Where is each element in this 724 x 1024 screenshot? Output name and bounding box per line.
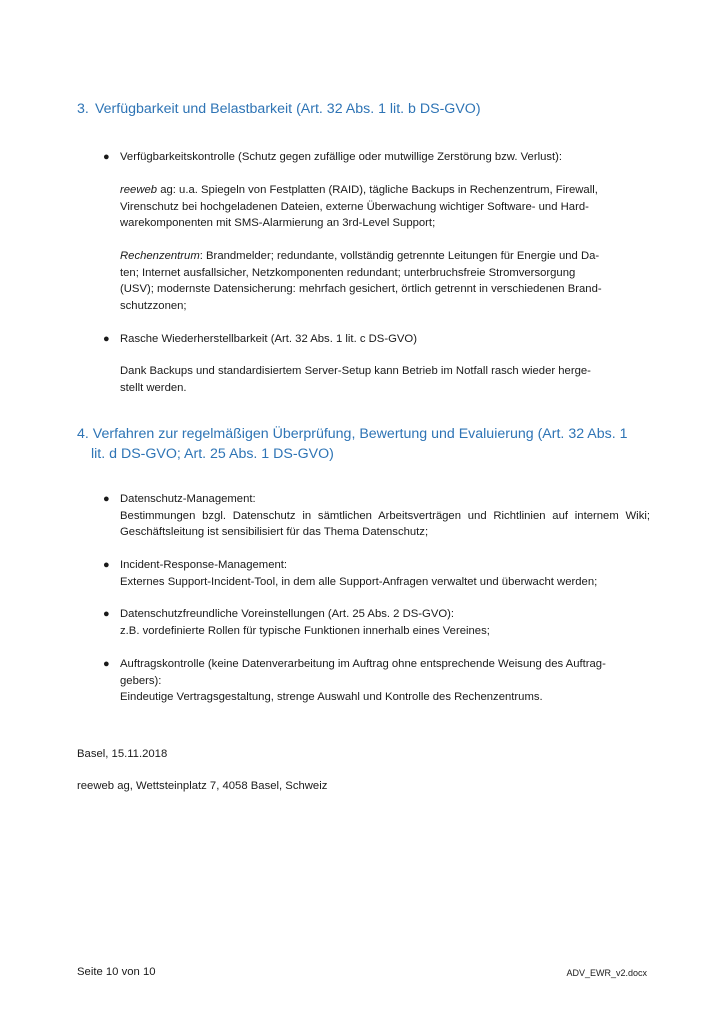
recovery-line-2: stellt werden. — [120, 381, 187, 394]
bullet-text: Bestimmungen bzgl. Datenschutz in sämtlichen Arbeitsverträgen und Richtlinien auf internem Wiki; Geschäftsleitung ist sensibilisiert für das Thema Datenschutz; — [120, 509, 650, 538]
datacenter-measures-line-3: (USV); modernste Datensicherung: mehrfach gesichert, örtlich getrennt in verschiedenen Brand- — [120, 283, 602, 295]
bullet-incident-response — [77, 557, 652, 590]
bullet-text: Externes Support-Incident-Tool, in dem alle Support-Anfragen verwaltet und überwacht werden; — [120, 575, 598, 588]
bullet-rapid-recovery — [77, 331, 652, 348]
datacenter-measures-line-4: schutzzonen; — [120, 299, 187, 312]
bullet-label: Rasche Wiederherstellbarkeit (Art. 32 Abs. 1 lit. c DS-GVO) — [120, 333, 417, 345]
bullet-order-control — [77, 656, 652, 706]
company-address: reeweb ag, Wettsteinplatz 7, 4058 Basel, Schweiz — [77, 780, 328, 792]
bullet-icon: ● — [103, 559, 110, 571]
bullet-label: Datenschutz-Management: — [120, 493, 256, 505]
reeweb-measures-line-1 — [120, 182, 650, 199]
datacenter-name: Rechenzentrum — [120, 250, 200, 262]
bullet-label: Datenschutzfreundliche Voreinstellungen (Art. 25 Abs. 2 DS-GVO): — [120, 608, 455, 620]
bullet-icon: ● — [103, 493, 110, 505]
page-number: Seite 10 von 10 — [77, 966, 156, 978]
bullet-label-line-1: Auftragskontrolle (keine Datenverarbeitung im Auftrag ohne entsprechende Weisung des Auftrag- — [120, 658, 606, 670]
bullet-body — [120, 606, 650, 639]
bullet-icon: ● — [103, 151, 110, 163]
section-4-title-line-1: 4. Verfahren zur regelmäßigen Überprüfung, Bewertung und Evaluierung (Art. 32 Abs. 1 — [77, 426, 628, 442]
reeweb-measures-line-2: Virenschutz bei hochgeladenen Dateien, externe Überwachung wichtiger Software- und Hard- — [120, 200, 589, 213]
datacenter-measures-text-1: : Brandmelder; redundante, vollständig getrennte Leitungen für Energie und Da- — [199, 250, 600, 262]
recovery-line-1: Dank Backups und standardisiertem Server-Setup kann Betrieb im Notfall rasch wieder herge- — [120, 365, 591, 377]
bullet-label: Verfügbarkeitskontrolle (Schutz gegen zufällige oder mutwillige Zerstörung bzw. Verlust): — [120, 151, 563, 163]
bullet-label-line-2: gebers): — [120, 674, 162, 687]
bullet-label: Incident-Response-Management: — [120, 559, 288, 571]
bullet-body — [120, 557, 650, 590]
section-3-number: 3. — [77, 101, 89, 117]
reeweb-name: reeweb — [120, 184, 158, 196]
bullet-privacy-defaults — [77, 606, 652, 639]
bullet-icon: ● — [103, 658, 110, 670]
bullet-body — [120, 491, 650, 541]
section-4-heading — [77, 424, 657, 464]
file-name: ADV_EWR_v2.docx — [566, 968, 647, 978]
place-date: Basel, 15.11.2018 — [77, 748, 168, 760]
datacenter-measures-paragraph — [120, 248, 650, 314]
section-3-title: Verfügbarkeit und Belastbarkeit (Art. 32 Abs. 1 lit. b DS-GVO) — [94, 101, 481, 117]
bullet-text: z.B. vordefinierte Rollen für typische Funktionen innerhalb eines Vereines; — [120, 624, 490, 637]
datacenter-measures-line-1 — [120, 248, 650, 265]
bullet-text: Eindeutige Vertragsgestaltung, strenge Auswahl und Kontrolle des Rechenzentrums. — [120, 691, 543, 703]
bullet-icon: ● — [103, 608, 110, 620]
section-3-heading — [77, 99, 657, 119]
reeweb-measures-text-1: ag: u.a. Spiegeln von Festplatten (RAID), tägliche Backups in Rechenzentrum, Firewall, — [157, 184, 598, 196]
recovery-paragraph — [120, 363, 650, 396]
reeweb-measures-line-3: warekomponenten mit SMS-Alarmierung an 3rd-Level Support; — [120, 217, 436, 229]
bullet-availability-control — [77, 149, 652, 166]
reeweb-measures-paragraph — [120, 182, 650, 232]
section-4-title-line-2: lit. d DS-GVO; Art. 25 Abs. 1 DS-GVO) — [91, 446, 334, 462]
bullet-icon: ● — [103, 333, 110, 345]
bullet-privacy-management — [77, 491, 652, 541]
datacenter-measures-line-2: ten; Internet ausfallsicher, Netzkomponenten redundant; unterbruchsfreie Stromversorgung — [120, 266, 576, 279]
bullet-body — [120, 656, 650, 706]
